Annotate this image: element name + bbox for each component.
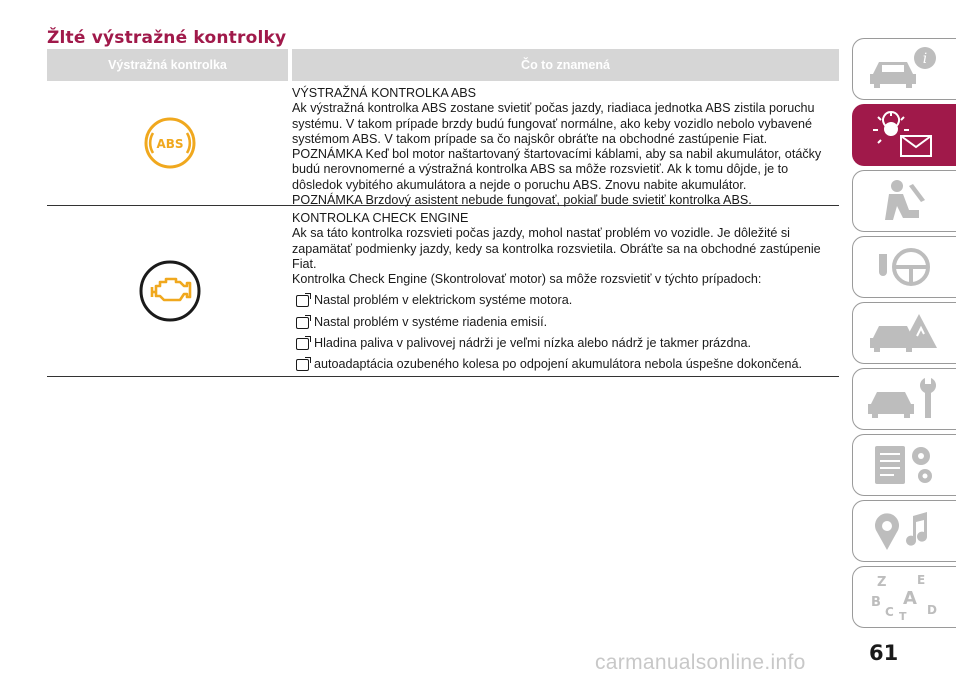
emergency-icon: [865, 308, 945, 358]
table-row: [47, 81, 839, 206]
svg-text:T: T: [898, 610, 907, 622]
table-row: [47, 206, 839, 377]
page-number: 61: [869, 641, 899, 665]
technical-data-icon: [865, 440, 945, 490]
tab-multimedia[interactable]: [852, 500, 956, 562]
meaning-cell: [292, 81, 839, 208]
table-header: [47, 49, 839, 81]
maintenance-icon: [865, 374, 945, 424]
tab-maintenance[interactable]: [852, 368, 956, 430]
bullet-icon: [296, 359, 309, 371]
tab-starting-driving[interactable]: [852, 236, 956, 298]
list-item: Nastal problém v systéme riadenia emisií.: [296, 315, 839, 330]
svg-text:i: i: [922, 51, 927, 67]
indicator-cell: [47, 81, 292, 205]
row-note: POZNÁMKA Keď bol motor naštartovaný štartovacími káblami, aby sa nabil akumulátor, otáčky budú nerovnomerné a výstražná kontrolka ABS sa môže rozsvietiť. Ak k tomu dôjde, je to dôsledok vybitého akumulátora a nejde o poruchu ABS. Znovu nabite akumulátor.: [292, 147, 822, 192]
row-heading: VÝSTRAŽNÁ KONTROLKA ABS: [292, 86, 477, 100]
row-paragraph: Ak sa táto kontrolka rozsvieti počas jazdy, mohol nastať problém vo vozidle. Je dôležité si zapamätať podmienky jazdy, kedy sa kontrolka rozsvietila. Obráťte sa na obchodné zastúpenie Fiat.: [292, 226, 821, 271]
bullet-icon: [296, 295, 309, 307]
svg-text:Z: Z: [876, 575, 886, 590]
meaning-cell: [292, 206, 839, 376]
abs-warning-icon: [142, 115, 198, 171]
bullet-icon: [296, 338, 309, 350]
check-engine-icon: [138, 259, 202, 323]
row-paragraph: Ak výstražná kontrolka ABS zostane svietiť počas jazdy, riadiaca jednotka ABS zistila poruchu systému. V takom prípade brzdy budú fungovať normálne, ako keby vozidlo nebolo vybavené systémom ABS. V takom prípade sa čo najskôr obráťte na obchodné zastúpenie Fiat.: [292, 101, 815, 146]
tab-car-info[interactable]: [852, 38, 956, 100]
indicator-cell: [47, 206, 292, 376]
car-info-icon: [865, 44, 945, 94]
index-icon: [865, 572, 945, 622]
column-header-indicator: Výstražná kontrolka: [108, 58, 227, 72]
list-item: Hladina paliva v palivovej nádrži je veľmi nízka alebo nádrž je takmer prázdna.: [296, 336, 839, 351]
list-item: Nastal problém v elektrickom systéme motora.: [296, 293, 839, 308]
page-title: Žlté výstražné kontrolky: [47, 28, 287, 48]
tab-emergency[interactable]: [852, 302, 956, 364]
steering-wheel-icon: [865, 242, 945, 292]
multimedia-icon: [865, 506, 945, 556]
svg-text:C: C: [884, 605, 894, 619]
svg-text:E: E: [916, 573, 925, 587]
svg-text:A: A: [902, 588, 917, 609]
warning-lights-icon: [865, 110, 945, 160]
tab-safety[interactable]: [852, 170, 956, 232]
abs-icon-label: ABS: [155, 137, 184, 151]
watermark: carmanualsonline.info: [595, 651, 806, 674]
tab-warning-lights[interactable]: [852, 104, 956, 166]
warning-lights-table: [47, 49, 839, 377]
row-heading: KONTROLKA CHECK ENGINE: [292, 211, 469, 225]
row-note: POZNÁMKA Brzdový asistent nebude fungovať, pokiaľ bude svietiť kontrolka ABS.: [292, 193, 752, 208]
tab-technical-data[interactable]: [852, 434, 956, 496]
svg-text:B: B: [870, 595, 881, 610]
tab-index[interactable]: [852, 566, 956, 628]
list-item: autoadaptácia ozubeného kolesa po odpojení akumulátora nebola úspešne dokončená.: [296, 357, 839, 372]
column-header-meaning: Čo to znamená: [521, 58, 610, 72]
svg-text:D: D: [926, 603, 937, 617]
row-paragraph: Kontrolka Check Engine (Skontrolovať motor) sa môže rozsvietiť v týchto prípadoch:: [292, 272, 762, 287]
safety-seat-icon: [865, 176, 945, 226]
bullet-icon: [296, 317, 309, 329]
